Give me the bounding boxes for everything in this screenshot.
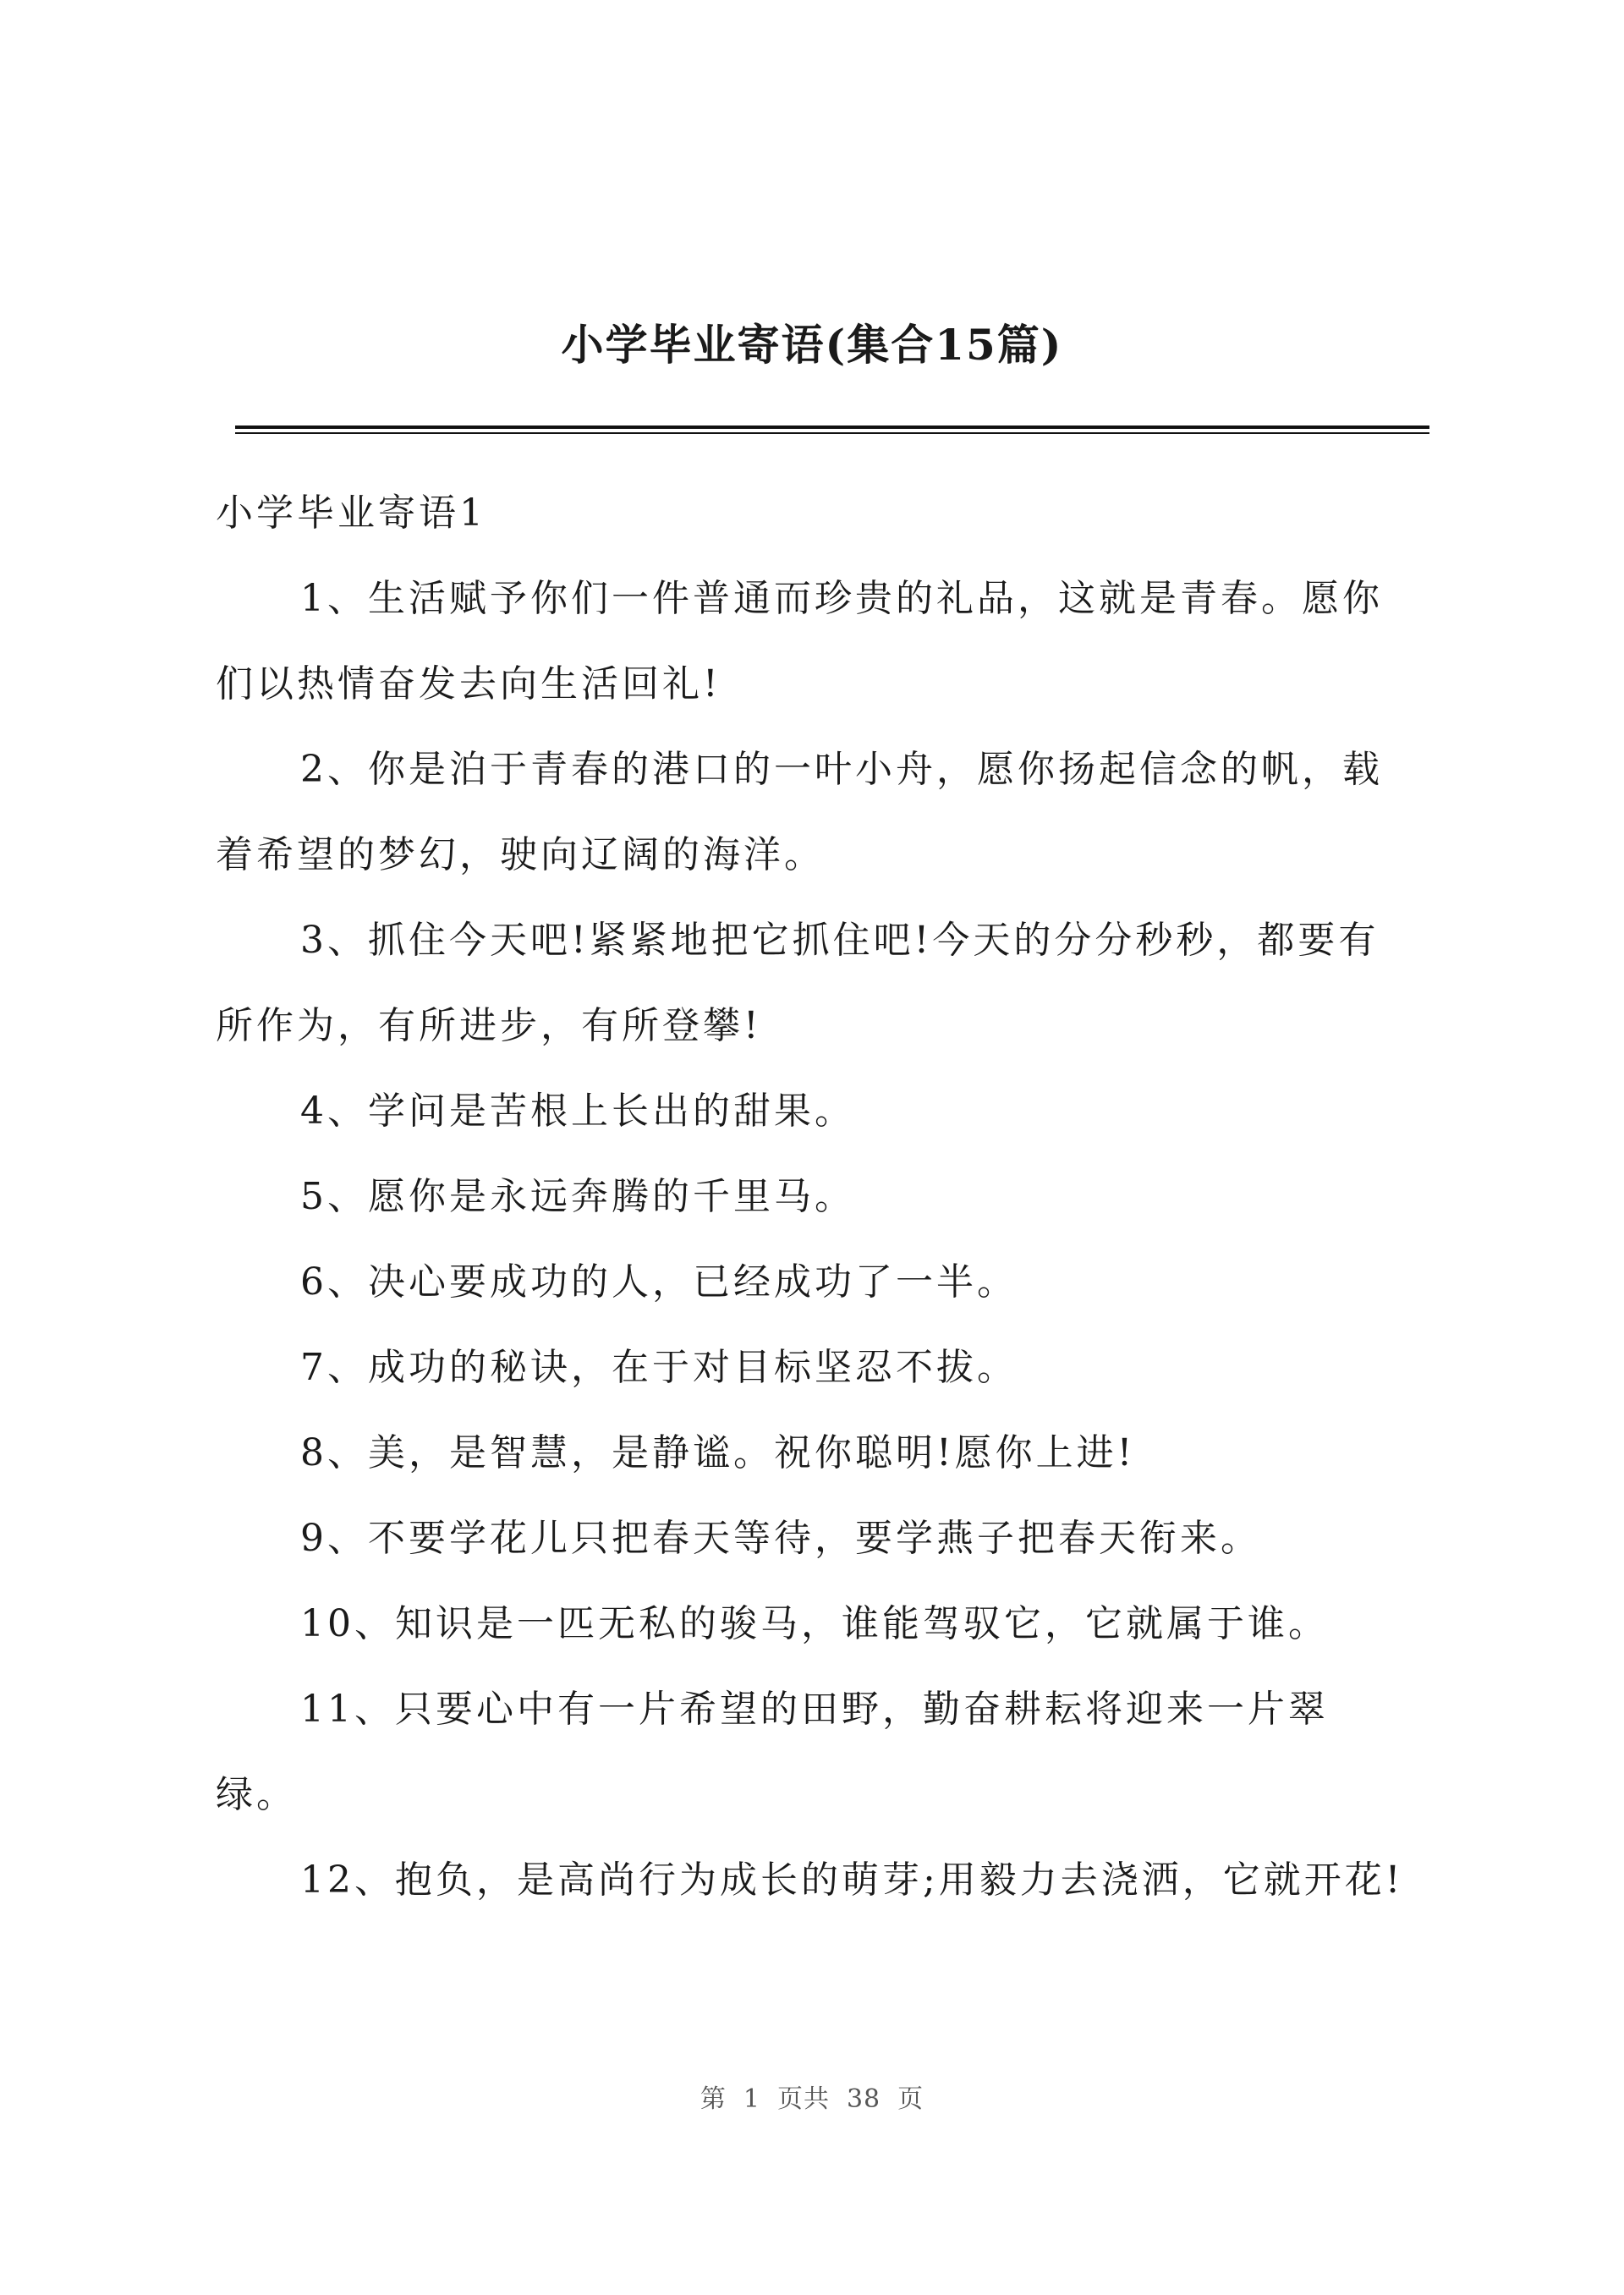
title-rule-thick — [235, 426, 1429, 429]
footer-ye: 页 — [897, 2084, 924, 2114]
list-item: 10、知识是一匹无私的骏马，谁能驾驭它，它就属于谁。 — [300, 1602, 1329, 1645]
footer-total-pages: 38 — [846, 2084, 881, 2114]
list-item: 8、美，是智慧，是静谧。祝你聪明!愿你上进! — [300, 1431, 1136, 1474]
list-item: 7、成功的秘诀，在于对目标坚忍不拔。 — [300, 1346, 1018, 1389]
list-item: 2、你是泊于青春的港口的一叶小舟，愿你扬起信念的帆，载着希望的梦幻，驶向辽阔的海洋。 — [216, 748, 1383, 876]
footer-page-number: 1 — [743, 2084, 760, 2114]
list-item: 5、愿你是永远奔腾的千里马。 — [300, 1175, 855, 1218]
list-item: 6、决心要成功的人，已经成功了一半。 — [300, 1260, 1018, 1304]
footer-ye-gong: 页共 — [776, 2084, 830, 2114]
list-item: 9、不要学花儿只把春天等待，要学燕子把春天衔来。 — [300, 1517, 1261, 1560]
document-title: 小学毕业寄语(集合15篇) — [561, 320, 1063, 370]
list-item: 11、只要心中有一片希望的田野，勤奋耕耘将迎来一片翠绿。 — [216, 1688, 1329, 1816]
page-footer — [0, 2078, 1624, 2115]
title-rule-thin — [235, 432, 1429, 434]
list-item: 3、抓住今天吧!紧紧地把它抓住吧!今天的分分秒秒，都要有所作为，有所进步，有所登攀! — [216, 919, 1380, 1047]
footer-di: 第 — [700, 2084, 727, 2114]
list-item: 4、学问是苦根上长出的甜果。 — [300, 1090, 855, 1133]
list-item: 12、抱负，是高尚行为成长的萌芽;用毅力去浇洒，它就开花! — [300, 1859, 1404, 1902]
document-body — [216, 470, 1408, 1923]
list-item: 1、生活赋予你们一件普通而珍贵的礼品，这就是青春。愿你们以热情奋发去向生活回礼! — [216, 577, 1383, 706]
title-double-rule — [235, 426, 1429, 435]
section-heading: 小学毕业寄语1 — [216, 491, 486, 535]
